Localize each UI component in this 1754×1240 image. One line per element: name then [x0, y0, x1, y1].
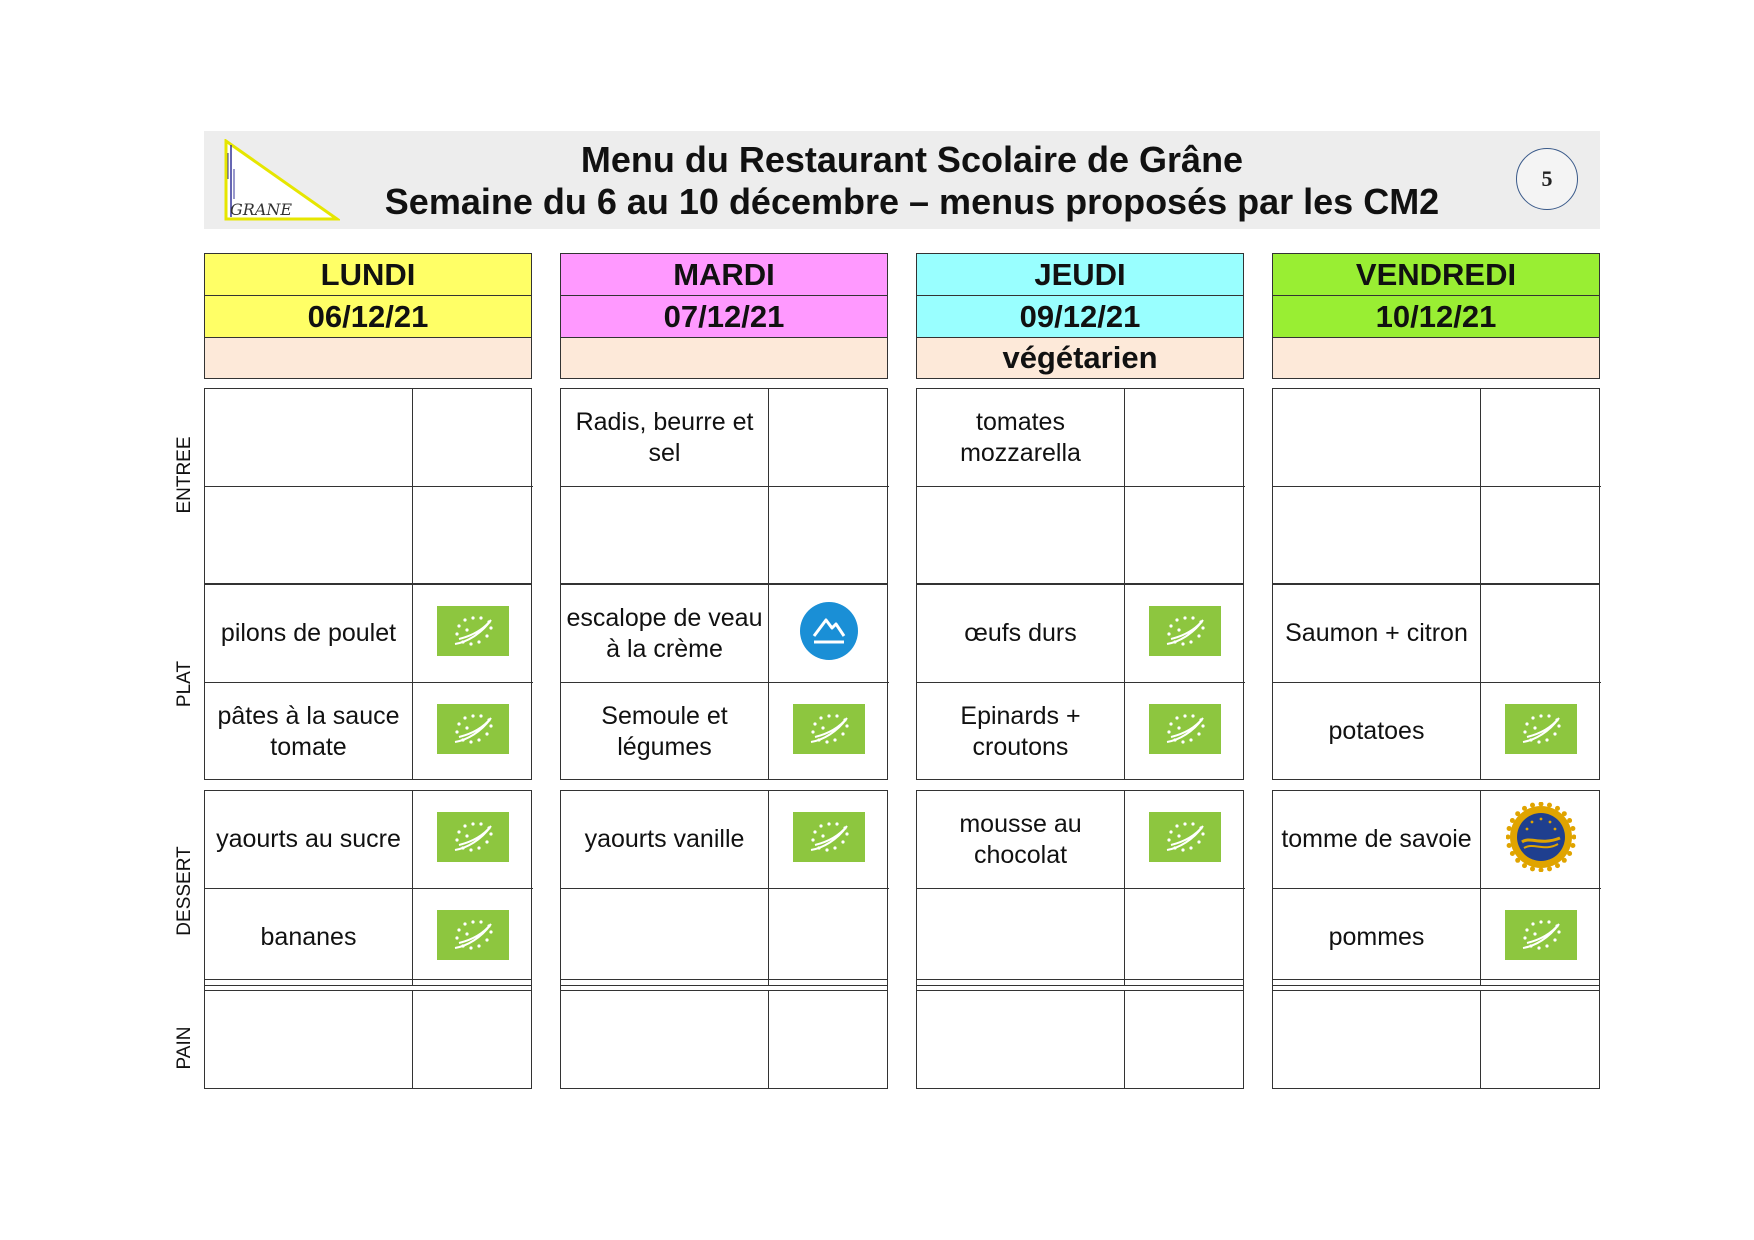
day-name: MARDI: [560, 253, 888, 295]
entree-block: [916, 388, 1244, 584]
quality-label-slot: [769, 585, 889, 682]
dish-name: tomates mozzarella: [917, 389, 1125, 486]
row-label-pain: PAIN: [174, 1026, 195, 1070]
dessert-block: [204, 790, 532, 986]
dessert-cell: [917, 791, 1245, 888]
dish-name: mousse au chocolat: [917, 791, 1125, 888]
entree-cell: [205, 389, 533, 486]
dessert-cell: [561, 791, 889, 888]
row-label-dessert: DESSERT: [174, 846, 195, 936]
dish-name: Semoule et légumes: [561, 683, 769, 780]
pain-block: [1272, 990, 1600, 1089]
dish-name: [917, 991, 1125, 1088]
pain-separator: [916, 979, 1244, 990]
dessert-cell: [1273, 791, 1601, 888]
plat-cell: [917, 682, 1245, 779]
dish-name: [917, 487, 1125, 584]
quality-label-slot: [1125, 991, 1245, 1088]
dish-name: Epinards + croutons: [917, 683, 1125, 780]
plat-cell: [205, 682, 533, 779]
dessert-cell: [1273, 888, 1601, 985]
entree-block: [204, 388, 532, 584]
quality-label-slot: [1481, 791, 1601, 888]
quality-label-slot: [1481, 889, 1601, 986]
entree-cell: [1273, 486, 1601, 583]
plat-block: [560, 584, 888, 780]
entree-block: [1272, 388, 1600, 584]
page-title: Menu du Restaurant Scolaire de Grâne: [580, 139, 1244, 180]
dish-name: [1273, 487, 1481, 584]
day-name: JEUDI: [916, 253, 1244, 295]
label-rouge-icon: [800, 602, 858, 665]
organic-label-icon: [1505, 704, 1577, 759]
entree-cell: [917, 389, 1245, 486]
plat-cell: [917, 585, 1245, 682]
entree-cell: [205, 486, 533, 583]
quality-label-slot: [413, 683, 533, 780]
quality-label-slot: [413, 889, 533, 986]
quality-label-slot: [1125, 389, 1245, 486]
quality-label-slot: [1125, 791, 1245, 888]
pain-block: [560, 990, 888, 1089]
pain-separator: [204, 979, 532, 990]
quality-label-slot: [769, 889, 889, 986]
dish-name: yaourts vanille: [561, 791, 769, 888]
dessert-block: [1272, 790, 1600, 986]
quality-label-slot: [769, 683, 889, 780]
quality-label-slot: [1125, 585, 1245, 682]
entree-cell: [1273, 389, 1601, 486]
organic-label-icon: [1505, 910, 1577, 965]
quality-label-slot: [413, 487, 533, 584]
quality-label-slot: [769, 791, 889, 888]
dish-name: [561, 991, 769, 1088]
day-note: végétarien: [916, 337, 1244, 379]
day-note: [204, 337, 532, 379]
day-note: [1272, 337, 1600, 379]
dish-name: [561, 487, 769, 584]
quality-label-slot: [1481, 991, 1601, 1088]
pain-cell: [917, 991, 1245, 1088]
dish-name: tomme de savoie: [1273, 791, 1481, 888]
pain-separator: [1272, 979, 1600, 990]
week-number-badge: 5: [1516, 148, 1578, 210]
dish-name: escalope de veau à la crème: [561, 585, 769, 682]
day-date: 10/12/21: [1272, 295, 1600, 337]
day-note: [560, 337, 888, 379]
dessert-block: [560, 790, 888, 986]
organic-label-icon: [437, 606, 509, 661]
entree-cell: [561, 486, 889, 583]
entree-cell: [561, 389, 889, 486]
pain-cell: [1273, 991, 1601, 1088]
dessert-cell: [205, 888, 533, 985]
quality-label-slot: [1481, 487, 1601, 584]
day-name: LUNDI: [204, 253, 532, 295]
day-name: VENDREDI: [1272, 253, 1600, 295]
plat-cell: [1273, 585, 1601, 682]
pain-separator: [560, 979, 888, 990]
day-column-jeudi: [916, 253, 1244, 1103]
quality-label-slot: [413, 791, 533, 888]
organic-label-icon: [1149, 606, 1221, 661]
quality-label-slot: [1481, 389, 1601, 486]
quality-label-slot: [769, 389, 889, 486]
entree-cell: [917, 486, 1245, 583]
day-date: 06/12/21: [204, 295, 532, 337]
quality-label-slot: [769, 487, 889, 584]
plat-cell: [205, 585, 533, 682]
pain-cell: [205, 991, 533, 1088]
quality-label-slot: [1481, 585, 1601, 682]
dish-name: [1273, 991, 1481, 1088]
plat-block: [916, 584, 1244, 780]
organic-label-icon: [793, 704, 865, 759]
organic-label-icon: [437, 910, 509, 965]
organic-label-icon: [1149, 812, 1221, 867]
plat-cell: [561, 585, 889, 682]
dish-name: Saumon + citron: [1273, 585, 1481, 682]
dish-name: [205, 991, 413, 1088]
organic-label-icon: [437, 812, 509, 867]
day-column-vendredi: [1272, 253, 1600, 1103]
row-label-entree: ENTREE: [174, 436, 195, 514]
quality-label-slot: [1125, 889, 1245, 986]
grane-logo: [222, 139, 340, 223]
day-date: 07/12/21: [560, 295, 888, 337]
quality-label-slot: [1125, 683, 1245, 780]
dish-name: [561, 889, 769, 986]
dessert-cell: [561, 888, 889, 985]
quality-label-slot: [413, 991, 533, 1088]
day-column-mardi: [560, 253, 888, 1103]
pain-cell: [561, 991, 889, 1088]
igp-seal-icon: [1506, 802, 1576, 877]
page-subtitle: Semaine du 6 au 10 décembre – menus proposés par les CM2: [384, 181, 1440, 222]
pain-block: [204, 990, 532, 1089]
organic-label-icon: [1149, 704, 1221, 759]
entree-block: [560, 388, 888, 584]
dish-name: pommes: [1273, 889, 1481, 986]
plat-cell: [561, 682, 889, 779]
header-banner: [204, 131, 1600, 229]
dish-name: pâtes à la sauce tomate: [205, 683, 413, 780]
plat-cell: [1273, 682, 1601, 779]
dish-name: [205, 389, 413, 486]
dish-name: potatoes: [1273, 683, 1481, 780]
logo-text: GRANE: [230, 200, 293, 219]
quality-label-slot: [1481, 683, 1601, 780]
organic-label-icon: [437, 704, 509, 759]
dish-name: œufs durs: [917, 585, 1125, 682]
quality-label-slot: [1125, 487, 1245, 584]
quality-label-slot: [769, 991, 889, 1088]
pain-block: [916, 990, 1244, 1089]
plat-block: [204, 584, 532, 780]
dish-name: [1273, 389, 1481, 486]
row-label-plat: PLAT: [174, 660, 195, 708]
dish-name: [205, 487, 413, 584]
quality-label-slot: [413, 585, 533, 682]
day-date: 09/12/21: [916, 295, 1244, 337]
dish-name: yaourts au sucre: [205, 791, 413, 888]
dessert-block: [916, 790, 1244, 986]
dish-name: pilons de poulet: [205, 585, 413, 682]
quality-label-slot: [413, 389, 533, 486]
day-column-lundi: [204, 253, 532, 1103]
dish-name: [917, 889, 1125, 986]
dessert-cell: [917, 888, 1245, 985]
dessert-cell: [205, 791, 533, 888]
organic-label-icon: [793, 812, 865, 867]
dish-name: bananes: [205, 889, 413, 986]
plat-block: [1272, 584, 1600, 780]
dish-name: Radis, beurre et sel: [561, 389, 769, 486]
